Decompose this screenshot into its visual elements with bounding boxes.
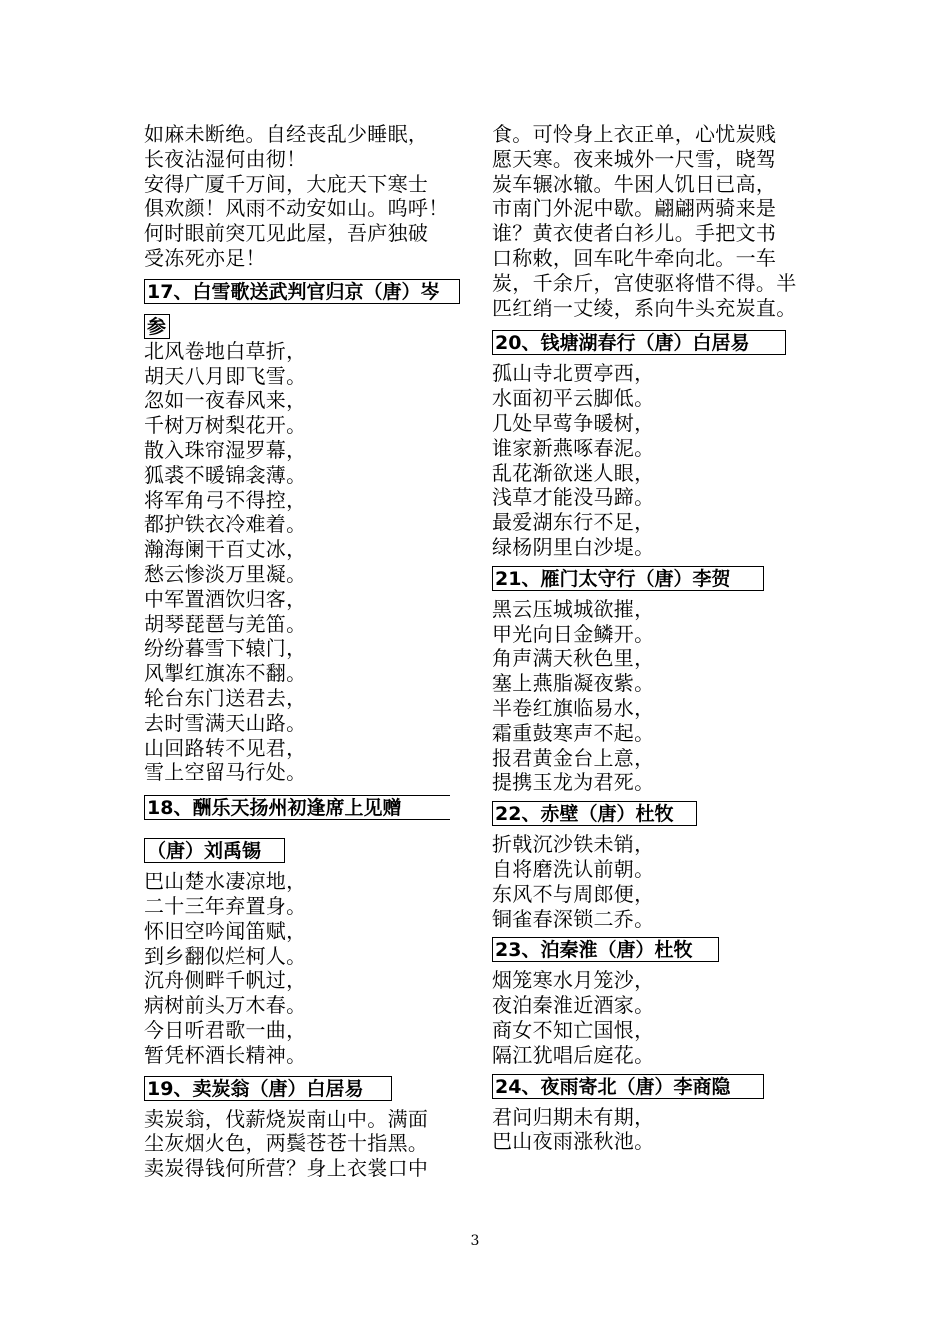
poem-title-continued: 参 [144,314,170,339]
poem-line: 胡琴琵琶与羌笛。 [144,611,307,636]
poem-line: 愁云惨淡万里凝。 [144,561,307,586]
poem-line: 巴山夜雨涨秋池。 [492,1129,655,1154]
poem16-tail [144,122,474,271]
poem-line: 报君黄金台上意， [492,745,655,770]
poem-line: 病树前头万木春。 [144,993,307,1018]
poem-line: 如麻未断绝。自经丧乱少睡眠， [144,122,429,146]
poem24 [492,1074,832,1155]
poem-line: 到乡翻似烂柯人。 [144,943,307,968]
poem-line: 愿天寒。夜来城外一尺雪，晓驾 [492,146,777,171]
poem-title: 21、雁门太守行（唐）李贺 [492,566,764,591]
poem-line: 沉舟侧畔千帆过， [144,968,307,993]
poem-line: 商女不知亡国恨， [492,1017,655,1042]
poem-line: 胡天八月即飞雪。 [144,363,307,388]
poem-line: 狐裘不暖锦衾薄。 [144,462,307,487]
poem19 [144,1076,474,1181]
poem19-tail [492,122,832,320]
poem-line: 中军置酒饮归客， [144,586,307,611]
poem-line: 乱花渐欲迷人眼， [492,460,655,485]
poem-line: 巴山楚水凄凉地， [144,869,307,894]
poem-line: 霜重鼓寒声不起。 [492,720,655,745]
poem-line: 卖炭得钱何所营？身上衣裳口中 [144,1156,429,1181]
poem-line: 角声满天秋色里， [492,646,655,671]
poem-line: 都护铁衣冷难着。 [144,512,307,537]
poem-line: 长夜沾湿何由彻！ [144,146,307,171]
poem-line: 谁家新燕啄春泥。 [492,435,655,460]
poem-line: 俱欢颜！风雨不动安如山。呜呼！ [144,196,449,221]
poem-line: 炭车辗冰辙。牛困人饥日已高， [492,171,777,196]
poem-line: 半卷红旗临易水， [492,695,655,720]
page-number: 3 [470,1233,480,1249]
poem-line: 东风不与周郎便， [492,881,655,906]
poem-line: 孤山寺北贾亭西， [492,361,655,386]
poem-line: 将军角弓不得控， [144,487,307,512]
poem-title: 17、白雪歌送武判官归京（唐）岑 [144,279,460,304]
poem-line: 烟笼寒水月笼沙， [492,968,655,993]
poem-title: 22、赤壁（唐）杜牧 [492,801,697,826]
poem-line: 轮台东门送君去， [144,685,307,710]
poem-line: 安得广厦千万间，大庇天下寒士 [144,171,429,196]
poem-line: 何时眼前突兀见此屋，吾庐独破 [144,221,429,246]
right-column [492,122,832,1154]
poem18 [144,795,474,1067]
poem-line: 市南门外泥中歇。翩翩两骑来是 [492,196,777,221]
poem-line: 铜雀春深锁二乔。 [492,906,655,931]
poem-line: 绿杨阴里白沙堤。 [492,534,655,559]
poem-line: 暂凭杯酒长精神。 [144,1042,307,1067]
poem-line: 黑云压城城欲摧， [492,596,655,621]
poem-line: 提携玉龙为君死。 [492,770,655,795]
poem-title: 24、夜雨寄北（唐）李商隐 [492,1074,764,1099]
poem-line: 北风卷地白草折， [144,338,307,363]
poem-title: 23、泊秦淮（唐）杜牧 [492,937,719,962]
poem-line: 瀚海阑干百丈冰， [144,537,307,562]
poem-title-continued: （唐）刘禹锡 [144,838,285,863]
poem-line: 卖炭翁，伐薪烧炭南山中。满面 [144,1106,429,1131]
poem-line: 今日听君歌一曲， [144,1017,307,1042]
poem-line: 夜泊秦淮近酒家。 [492,993,655,1018]
poem-line: 水面初平云脚低。 [492,386,655,411]
poem-title: 19、卖炭翁（唐）白居易 [144,1076,392,1101]
poem-line: 几处早莺争暖树， [492,410,655,435]
poem-title: 20、钱塘湖春行（唐）白居易 [492,330,786,355]
poem-line: 二十三年弃置身。 [144,893,307,918]
poem-title: 18、酬乐天扬州初逢席上见赠 [144,795,450,820]
poem-line: 浅草才能没马蹄。 [492,485,655,510]
poem-line: 尘灰烟火色，两鬓苍苍十指黑。 [144,1131,429,1156]
poem-line: 山回路转不见君， [144,735,307,760]
poem-line: 风掣红旗冻不翻。 [144,661,307,686]
poem-line: 纷纷暮雪下辕门， [144,636,307,661]
poem-line: 千树万树梨花开。 [144,413,307,438]
poem-line: 最爱湖东行不足， [492,510,655,535]
poem17 [144,279,474,785]
poem22 [492,801,832,931]
poem-line: 散入珠帘湿罗幕， [144,437,307,462]
poem-line: 忽如一夜春风来， [144,388,307,413]
poem20 [492,330,832,559]
poem23 [492,937,832,1067]
poem-line: 受冻死亦足！ [144,245,266,270]
poem-line: 谁？黄衣使者白衫儿。手把文书 [492,221,777,246]
poem-line: 去时雪满天山路。 [144,710,307,735]
poem-line: 塞上燕脂凝夜紫。 [492,671,655,696]
poem-line: 折戟沉沙铁未销， [492,832,655,857]
poem-line: 君问归期未有期， [492,1104,655,1129]
poem-line: 自将磨洗认前朝。 [492,856,655,881]
poem21 [492,566,832,795]
poem-line: 食。可怜身上衣正单，心忧炭贱 [492,122,777,146]
poem-line: 甲光向日金鳞开。 [492,621,655,646]
left-column [144,122,474,1181]
poem-line: 匹红绡一丈绫，系向牛头充炭直。 [492,295,797,320]
poem-line: 隔江犹唱后庭花。 [492,1042,655,1067]
poem-line: 怀旧空吟闻笛赋， [144,918,307,943]
poem-line: 炭，千余斤，宫使驱将惜不得。半 [492,270,797,295]
poem-line: 雪上空留马行处。 [144,760,307,785]
poem-line: 口称敕，回车叱牛牵向北。一车 [492,245,777,270]
